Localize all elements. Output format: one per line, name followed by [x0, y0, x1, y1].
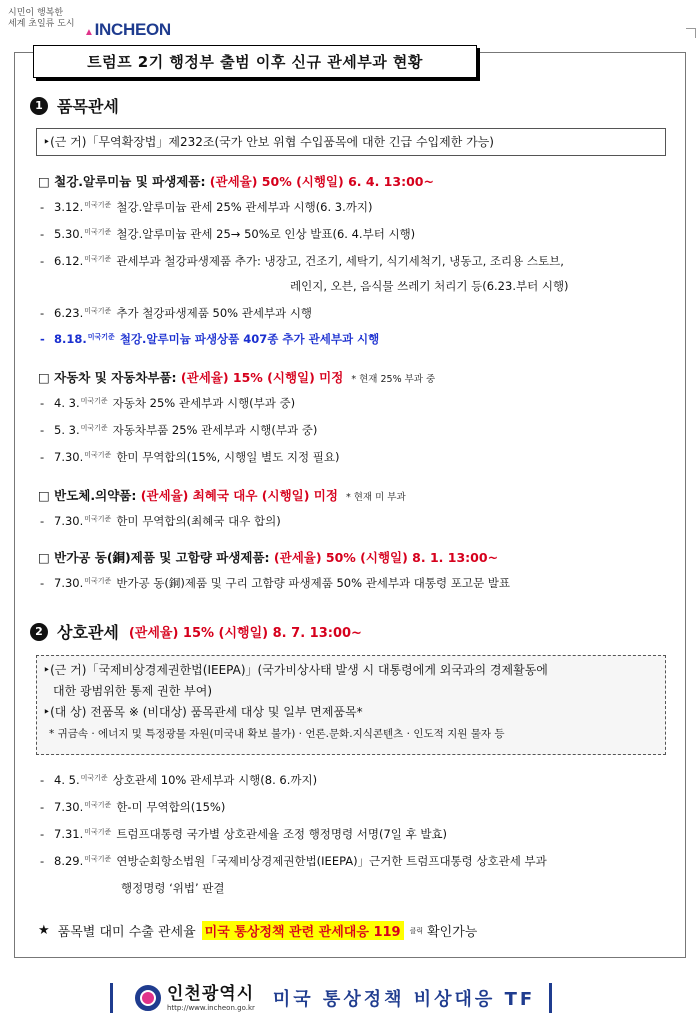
- footer-bar-left: [110, 983, 113, 1013]
- list-item: - 5.30. $^{미국기준}$ 철강.알루미늄 관세 25→ 50%로 인상 발표(6. 4.부터 시행): [40, 227, 416, 241]
- section1-basis-box: [36, 128, 666, 156]
- list-item: - 7.30. $^{미국기준}$ 한미 무역합의(15%, 시행일 별도 지정 필요): [40, 450, 340, 464]
- category-rate: (관세율) 50% (시행일) 6. 4. 13:00~: [209, 174, 434, 189]
- tariff-119-link[interactable]: 미국 통상정책 관련 관세대응 119: [202, 921, 404, 940]
- list-item: - 7.31. $^{미국기준}$ 트럼프대통령 국가별 상호관세율 조정 행정명령 서명(7일 후 발효): [40, 827, 448, 841]
- section2-target-sub: * 귀금속 · 에너지 및 특정광물 자원(미국내 확보 불가) · 언론.문화.지식콘텐츠 · 인도적 지원 물자 등: [49, 728, 505, 740]
- city-url: http://www.incheon.go.kr: [167, 1003, 255, 1012]
- section2-title: 상호관세: [57, 623, 119, 642]
- list-item: - 4. 5. $^{미국기준}$ 상호관세 10% 관세부과 시행(8. 6.까지): [40, 773, 318, 787]
- slogan-line1: 시민이 행복한: [8, 8, 64, 18]
- section2-basis-line1: ‣(근 거)「국제비상경제권한법(IEEPA)」(국가비상사태 발생 시 대통령에게 외국과의 경제활동에: [43, 663, 548, 677]
- tf-name: 미국 통상정책 비상대응 TF: [272, 989, 536, 1010]
- list-item: - 7.30. $^{미국기준}$ 한-미 무역합의(15%): [40, 800, 226, 814]
- footer-bar-right: [549, 983, 552, 1013]
- section1-heading: [30, 94, 119, 117]
- slogan: [8, 8, 75, 30]
- section1-basis: ‣(근 거)「무역확장법」제232조(국가 안보 위협 수입품목에 대한 긴급 수입제한 가능): [43, 135, 494, 149]
- section2-basis-line2: 대한 광범위한 통제 권한 부여): [53, 684, 213, 698]
- number-badge: 1: [30, 97, 48, 115]
- city-name: 인천광역시: [167, 983, 255, 1004]
- incheon-footer-logo: [135, 984, 255, 1013]
- lookup-suffix: 확인가능: [427, 925, 478, 940]
- footer: [110, 978, 590, 1018]
- slogan-line2: 세계 초일류 도시: [8, 19, 75, 29]
- list-item: - 7.30. $^{미국기준}$ 한미 무역합의(최혜국 대우 합의): [40, 514, 281, 528]
- list-item: - 7.30. $^{미국기준}$ 반가공 동(銅)제품 및 구리 고함량 파생제품 50% 관세부과 대통령 포고문 발표: [40, 576, 510, 590]
- number-badge: 2: [30, 623, 48, 641]
- brand-wordmark: [84, 20, 171, 40]
- incheon-top-logo: [6, 6, 176, 46]
- section2-rate: (관세율) 15% (시행일) 8. 7. 13:00~: [128, 626, 362, 641]
- list-item-highlight: - 8.18. $^{미국기준}$ 철강.알루미늄 파생상품 407종 추가 관세부과 시행: [40, 332, 380, 346]
- list-item-continuation: 레인지, 오븐, 음식물 쓰레기 처리기 등(6.23.부터 시행): [290, 279, 569, 293]
- section1-title: 품목관세: [57, 97, 119, 116]
- category-auto: □ 자동차 및 자동차부품: (관세율) 15% (시행일) 미정 * 현재 25% 부과 중: [38, 370, 436, 385]
- lookup-prefix: 품목별 대미 수출 관세율: [57, 925, 196, 940]
- corner-decoration: [686, 28, 696, 38]
- section2-basis-box: [36, 655, 666, 755]
- category-copper: □ 반가공 동(銅)제품 및 고함량 파생제품: (관세율) 50% (시행일) 8. 1. 13:00~: [38, 550, 499, 565]
- click-label: 클릭: [409, 926, 424, 935]
- list-item: - 3.12. $^{미국기준}$ 철강.알루미늄 관세 25% 관세부과 시행(6. 3.까지): [40, 200, 373, 214]
- page-title-box: [33, 45, 477, 78]
- list-item: - 5. 3. $^{미국기준}$ 자동차부품 25% 관세부과 시행(부과 중): [40, 423, 318, 437]
- category-steel: [38, 172, 434, 190]
- tariff-lookup-note: [38, 921, 477, 940]
- section2-heading: [30, 620, 362, 643]
- triangle-icon: ▲: [84, 27, 94, 38]
- list-item: - 8.29. $^{미국기준}$ 연방순회항소법원「국제비상경제권한법(IEEPA)」근거한 트럼프대통령 상호관세 부과: [40, 854, 547, 868]
- star-icon: ★: [38, 923, 50, 938]
- list-item: - 6.12. $^{미국기준}$ 관세부과 철강파생제품 추가: 냉장고, 건조기, 세탁기, 식기세척기, 냉동고, 조리용 스토브,: [40, 254, 564, 268]
- list-item: - 4. 3. $^{미국기준}$ 자동차 25% 관세부과 시행(부과 중): [40, 396, 296, 410]
- section2-target: ‣(대 상) 전품목 ※ (비대상) 품목관세 대상 및 일부 면제품목*: [43, 705, 363, 719]
- category-semiconductor: □ 반도체.의약품: (관세율) 최혜국 대우 (시행일) 미정 * 현재 미 부과: [38, 488, 406, 503]
- category-label: □ 철강.알루미늄 및 파생제품:: [38, 174, 210, 189]
- brand-text: INCHEON: [94, 20, 171, 39]
- list-item: - 6.23. $^{미국기준}$ 추가 철강파생제품 50% 관세부과 시행: [40, 306, 313, 320]
- list-item-continuation: 행정명령 ‘위법’ 판결: [121, 881, 225, 895]
- page-title: 트럼프 2기 행정부 출범 이후 신규 관세부과 현황: [87, 53, 423, 71]
- incheon-emblem-icon: [135, 985, 161, 1011]
